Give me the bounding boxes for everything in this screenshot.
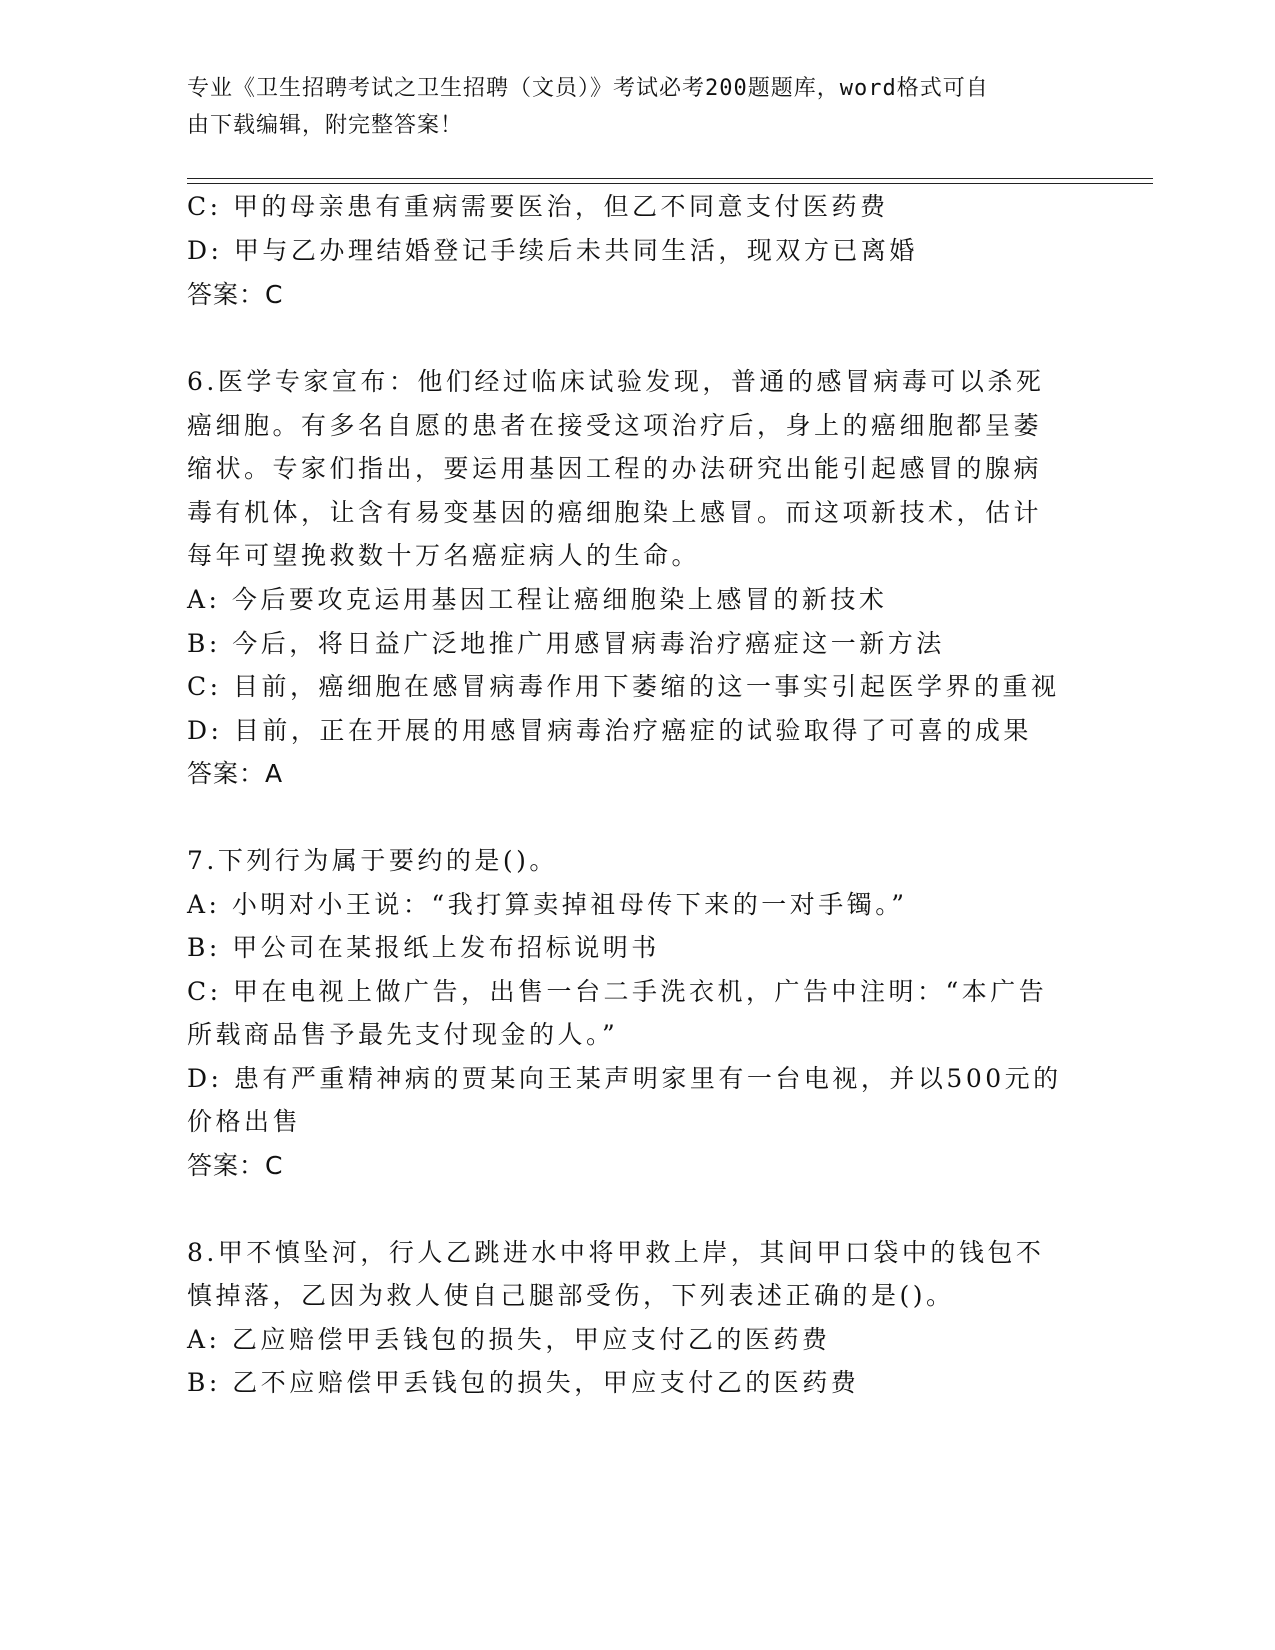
- q6-option-b: B: 今后，将日益广泛地推广用感冒病毒治疗癌症这一新方法: [187, 629, 945, 658]
- q6-stem-line-5: 每年可望挽救数十万名癌症病人的生命。: [187, 541, 701, 570]
- q7-option-a: A: 小明对小王说：“我打算卖掉祖母传下来的一对手镯。”: [187, 890, 908, 919]
- q5-option-c: C: 甲的母亲患有重病需要医治，但乙不同意支付医药费: [187, 192, 889, 221]
- header-divider-top: [187, 178, 1153, 179]
- q7-answer: 答案：C: [187, 1151, 284, 1180]
- q5-answer: 答案：C: [187, 280, 284, 309]
- q7-stem: 7.下列行为属于要约的是()。: [187, 846, 558, 875]
- q6-answer: 答案：A: [187, 759, 284, 788]
- q8-option-b: B: 乙不应赔偿甲丢钱包的损失，甲应支付乙的医药费: [187, 1368, 860, 1397]
- q6-option-c: C: 目前，癌细胞在感冒病毒作用下萎缩的这一事实引起医学界的重视: [187, 672, 1060, 701]
- q6-option-d: D: 目前，正在开展的用感冒病毒治疗癌症的试验取得了可喜的成果: [187, 716, 1032, 745]
- q6-option-a: A: 今后要攻克运用基因工程让癌细胞染上感冒的新技术: [187, 585, 888, 614]
- q8-stem-line-1: 8.甲不慎坠河，行人乙跳进水中将甲救上岸，其间甲口袋中的钱包不: [187, 1238, 1045, 1267]
- q7-option-c-line-1: C: 甲在电视上做广告，出售一台二手洗衣机，广告中注明：“本广告: [187, 977, 1048, 1006]
- q7-option-b: B: 甲公司在某报纸上发布招标说明书: [187, 933, 660, 962]
- q6-stem-line-3: 缩状。专家们指出，要运用基因工程的办法研究出能引起感冒的腺病: [187, 454, 1043, 483]
- q6-stem-line-2: 癌细胞。有多名自愿的患者在接受这项治疗后，身上的癌细胞都呈萎: [187, 411, 1043, 440]
- document-header: [187, 70, 1077, 144]
- q8-option-a: A: 乙应赔偿甲丢钱包的损失，甲应支付乙的医药费: [187, 1325, 831, 1354]
- q8-stem-line-2: 慎掉落，乙因为救人使自己腿部受伤，下列表述正确的是()。: [187, 1281, 955, 1310]
- q6-stem-line-4: 毒有机体，让含有易变基因的癌细胞染上感冒。而这项新技术，估计: [187, 498, 1043, 527]
- q7-option-c-line-2: 所载商品售予最先支付现金的人。”: [187, 1020, 619, 1049]
- q5-option-d: D: 甲与乙办理结婚登记手续后未共同生活，现双方已离婚: [187, 236, 918, 265]
- q7-option-d-line-2: 价格出售: [187, 1107, 302, 1136]
- q6-stem-line-1: 6.医学专家宣布：他们经过临床试验发现，普通的感冒病毒可以杀死: [187, 367, 1045, 396]
- header-title-line-2: 由下载编辑，附完整答案！: [187, 113, 464, 138]
- header-title-line-1: 专业《卫生招聘考试之卫生招聘（文员）》考试必考200题题库，word格式可自: [187, 76, 989, 101]
- header-divider-bottom: [187, 183, 1153, 184]
- q7-option-d-line-1: D: 患有严重精神病的贾某向王某声明家里有一台电视，并以500元的: [187, 1064, 1062, 1093]
